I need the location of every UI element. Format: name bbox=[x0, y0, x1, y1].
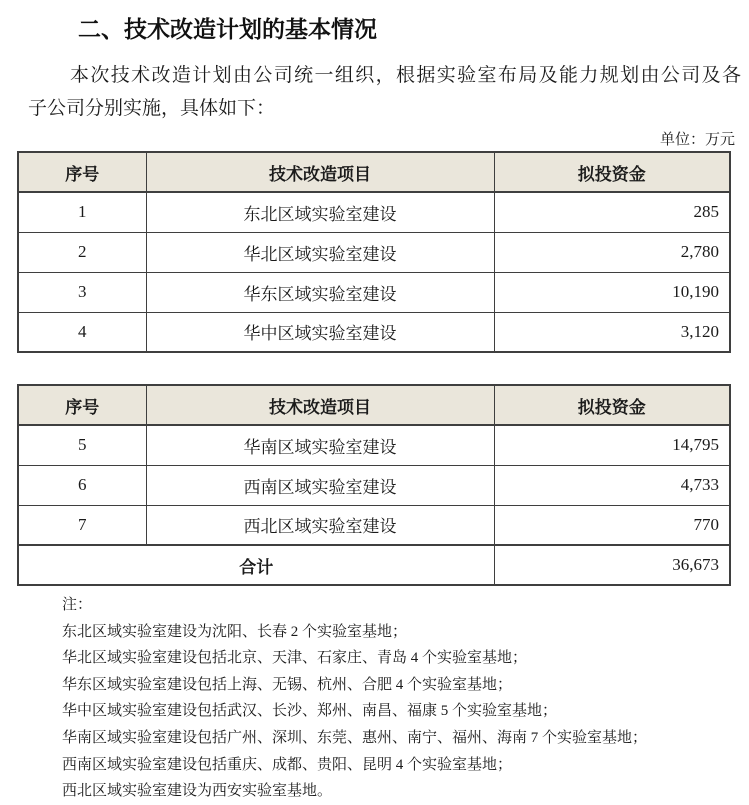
table-row bbox=[18, 505, 730, 545]
cell-amount: 14,795 bbox=[494, 425, 730, 465]
table-row bbox=[18, 312, 730, 352]
cell-amount: 770 bbox=[494, 505, 730, 545]
table-row bbox=[18, 232, 730, 272]
cell-no: 7 bbox=[18, 505, 146, 545]
header-cell-no: 序号 bbox=[18, 385, 146, 425]
table-row bbox=[18, 425, 730, 465]
intro-line-1: 本次技术改造计划由公司统一组织，根据实验室布局及能力规划由公司及各 bbox=[70, 65, 741, 86]
header-cell-project: 技术改造项目 bbox=[146, 385, 494, 425]
note-label: 注： bbox=[62, 597, 93, 613]
unit-label: 单位：万元 bbox=[659, 132, 735, 148]
note-line: 东北区域实验室建设为沈阳、长春 2 个实验室基地； bbox=[62, 623, 408, 640]
cell-project: 华中区域实验室建设 bbox=[146, 312, 494, 352]
intro-paragraph bbox=[28, 59, 741, 125]
note-line: 西北区域实验室建设为西安实验室基地。 bbox=[62, 783, 333, 800]
cell-no: 2 bbox=[18, 232, 146, 272]
investment-table-1 bbox=[17, 151, 731, 353]
table-row bbox=[18, 465, 730, 505]
cell-project: 华南区域实验室建设 bbox=[146, 425, 494, 465]
cell-amount: 4,733 bbox=[494, 465, 730, 505]
header-row bbox=[18, 385, 730, 425]
cell-amount: 285 bbox=[494, 192, 730, 232]
table-row bbox=[18, 272, 730, 312]
note-line: 西南区域实验室建设包括重庆、成都、贵阳、昆明 4 个实验室基地； bbox=[62, 756, 513, 773]
cell-project: 西南区域实验室建设 bbox=[146, 465, 494, 505]
cell-no: 6 bbox=[18, 465, 146, 505]
cell-project: 华北区域实验室建设 bbox=[146, 232, 494, 272]
table-row bbox=[18, 192, 730, 232]
cell-no: 4 bbox=[18, 312, 146, 352]
header-row bbox=[18, 152, 730, 192]
note-line: 华北区域实验室建设包括北京、天津、石家庄、青岛 4 个实验室基地； bbox=[62, 650, 528, 667]
cell-project: 西北区域实验室建设 bbox=[146, 505, 494, 545]
cell-amount: 10,190 bbox=[494, 272, 730, 312]
cell-project: 华东区域实验室建设 bbox=[146, 272, 494, 312]
note-line: 华中区域实验室建设包括武汉、长沙、郑州、南昌、福康 5 个实验室基地； bbox=[62, 703, 558, 720]
header-cell-no: 序号 bbox=[18, 152, 146, 192]
total-amount: 36,673 bbox=[494, 545, 730, 585]
notes-section bbox=[62, 592, 741, 805]
cell-no: 5 bbox=[18, 425, 146, 465]
note-line: 华南区域实验室建设包括广州、深圳、东莞、惠州、南宁、福州、海南 7 个实验室基地； bbox=[62, 729, 648, 746]
cell-no: 3 bbox=[18, 272, 146, 312]
cell-amount: 2,780 bbox=[494, 232, 730, 272]
total-row bbox=[18, 545, 730, 585]
note-line: 华东区域实验室建设包括上海、无锡、杭州、合肥 4 个实验室基地； bbox=[62, 676, 513, 693]
header-cell-project: 技术改造项目 bbox=[146, 152, 494, 192]
investment-table-2 bbox=[17, 384, 731, 586]
page-title: 二、技术改造计划的基本情况 bbox=[78, 16, 377, 42]
header-cell-amount: 拟投资金 bbox=[494, 152, 730, 192]
intro-line-2: 子公司分别实施，具体如下： bbox=[28, 98, 276, 119]
cell-amount: 3,120 bbox=[494, 312, 730, 352]
total-label: 合计 bbox=[18, 545, 494, 585]
cell-project: 东北区域实验室建设 bbox=[146, 192, 494, 232]
header-cell-amount: 拟投资金 bbox=[494, 385, 730, 425]
cell-no: 1 bbox=[18, 192, 146, 232]
